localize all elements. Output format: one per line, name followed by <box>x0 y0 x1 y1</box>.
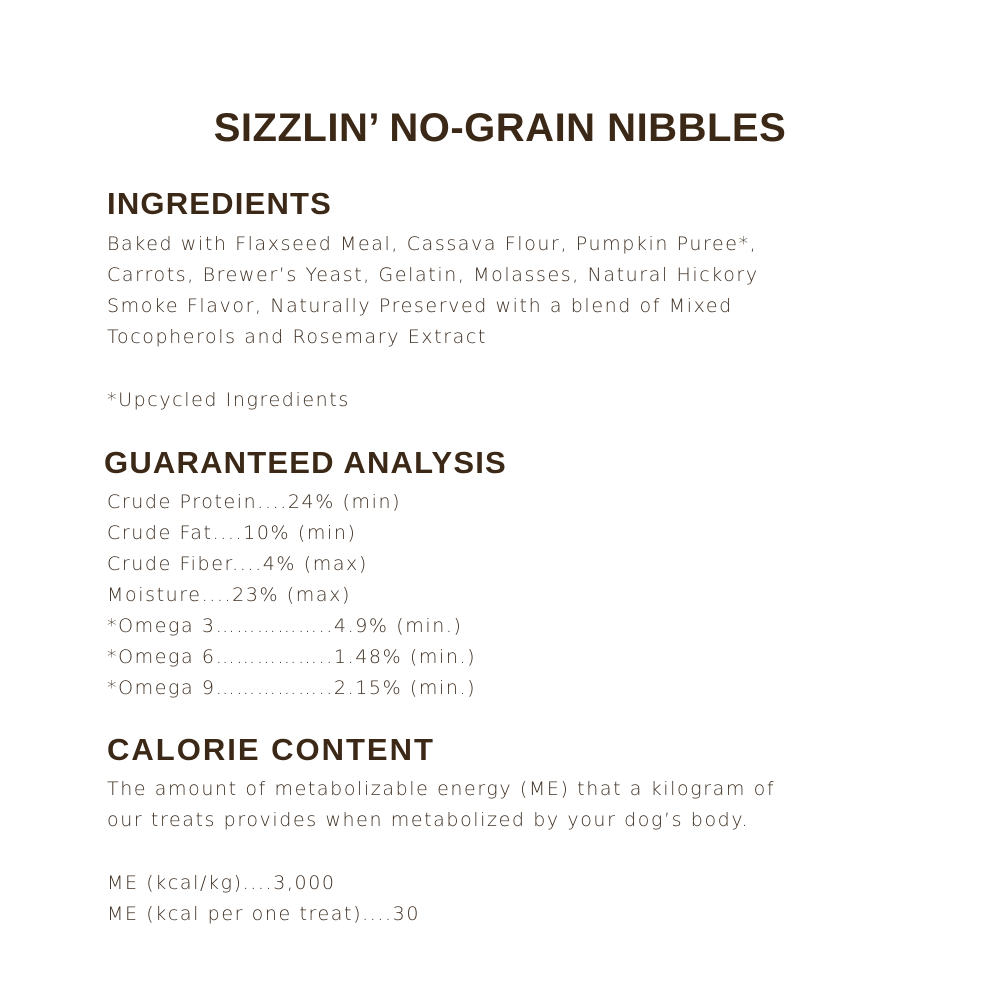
upcycled-note: *Upcycled Ingredients <box>107 389 350 411</box>
calorie-line: The amount of metabolizable energy (ME) that a kilogram of <box>107 778 776 800</box>
ingredients-list <box>107 229 759 353</box>
ingredients-line: Baked with Flaxseed Meal, Cassava Flour, Pumpkin Puree*, <box>107 233 758 255</box>
analysis-list <box>107 487 476 704</box>
calorie-value: ME (kcal/kg)....3,000 <box>107 872 336 894</box>
analysis-line: *Omega 3……………..4.9% (min.) <box>107 615 463 637</box>
calorie-values <box>107 868 420 930</box>
analysis-line: Crude Fiber....4% (max) <box>107 553 368 575</box>
calorie-line: our treats provides when metabolized by your dog’s body. <box>107 809 750 831</box>
analysis-heading: GUARANTEED ANALYSIS <box>104 445 507 480</box>
analysis-line: Moisture....23% (max) <box>107 584 352 606</box>
analysis-line: Crude Fat....10% (min) <box>107 522 357 544</box>
analysis-line: Crude Protein....24% (min) <box>107 491 402 513</box>
ingredients-line: Smoke Flavor, Naturally Preserved with a blend of Mixed <box>107 295 733 317</box>
ingredients-line: Tocopherols and Rosemary Extract <box>107 326 487 348</box>
page-title: SIZZLIN’ NO-GRAIN NIBBLES <box>213 106 787 150</box>
analysis-line: *Omega 9……………..2.15% (min.) <box>107 677 477 699</box>
analysis-line: *Omega 6……………..1.48% (min.) <box>107 646 477 668</box>
ingredients-heading: INGREDIENTS <box>107 186 333 221</box>
ingredients-line: Carrots, Brewer’s Yeast, Gelatin, Molasses, Natural Hickory <box>107 264 759 286</box>
calorie-value: ME (kcal per one treat)....30 <box>107 903 421 925</box>
calorie-description <box>107 774 775 836</box>
calorie-heading: CALORIE CONTENT <box>107 732 435 767</box>
